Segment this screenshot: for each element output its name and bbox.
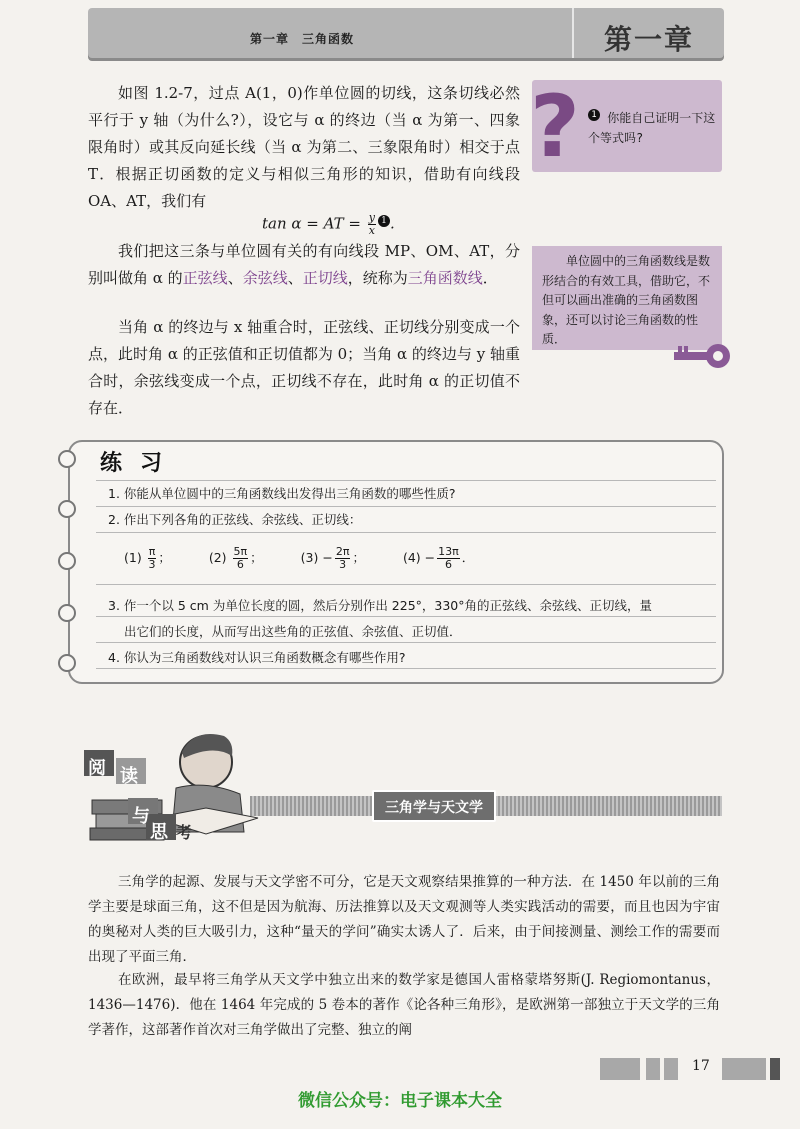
question-marker: 1: [588, 109, 600, 121]
reading-paragraph-2: 在欧洲，最早将三角学从天文学中独立出来的数学家是德国人雷格蒙塔努斯(J. Regiomontanus，1436—1476)．他在 1464 年完成的 5 卷本的著作《论各种三角形》，是欧洲第一部独立于天文学的三角学著作，这部著作首次对三角学做出了完整、独立的阐: [88, 972, 720, 1038]
formula-numerator: y: [368, 211, 375, 224]
watermark-text: 微信公众号：电子课本大全: [298, 1091, 502, 1111]
header-divider: [572, 8, 574, 58]
paragraph-tangent-line: 如图 1.2-7，过点 A(1，0)作单位圆的切线，这条切线必然平行于 y 轴（为什么?），设它与 α 的终边（当 α 为第一、四象限角时）或其反向延长线（当 α 为第二、三象限角时）相交于点 T．根据正切函数的定义与相似三角形的知识，借助有向线段 OA、AT，我们有: [88, 84, 520, 210]
angle-fraction: [437, 546, 460, 571]
angle-item: [124, 546, 171, 571]
exercise-3-line1: 3. 作一个以 5 cm 为单位长度的圆，然后分别作出 225°，330°角的正弦线、余弦线、正切线，量: [108, 598, 653, 613]
angle-item: [209, 546, 263, 571]
badge-char: 阅: [88, 758, 106, 779]
angle-end: ；: [158, 550, 171, 565]
angle-end: ；: [352, 550, 365, 565]
angle-end: ；: [250, 550, 263, 565]
footer-block: [664, 1058, 678, 1080]
angle-item: [301, 546, 365, 571]
ruled-line: [96, 480, 716, 481]
formula-fraction: [368, 212, 376, 237]
ruled-line: [96, 616, 716, 617]
angle-fraction: [148, 546, 157, 571]
term-cosine-line: 余弦线: [242, 269, 288, 287]
angle-numerator: 2π: [335, 545, 350, 558]
footer-block: [600, 1058, 640, 1080]
running-header-title: 第一章 三角函数: [250, 32, 355, 46]
angle-numerator: 5π: [233, 545, 248, 558]
angle-denominator: 3: [339, 558, 347, 571]
reading-title: 三角学与天文学: [385, 800, 483, 816]
key-icon: [672, 340, 732, 376]
footer-block: [770, 1058, 780, 1080]
term-tangent-line: 正切线: [302, 269, 348, 287]
angle-sign: −: [322, 550, 333, 565]
question-content: 你能自己证明一下这个等式吗?: [588, 111, 716, 145]
angle-denominator: 6: [236, 558, 244, 571]
para2-end: ．: [482, 269, 498, 287]
badge-char: 读: [120, 766, 138, 787]
angle-fraction: [233, 546, 249, 571]
angle-label: (1): [124, 550, 142, 565]
reading-paragraph-1: 三角学的起源、发展与天文学密不可分，它是天文观察结果推算的一种方法．在 1450 年以前的三角学主要是球面三角，这不但是因为航海、历法推算以及天文观测等人类实践活动的需要，而且也因为宇宙的奥秘对人类的巨大吸引力，这种“量天的学问”确实太诱人了．后来，由于间接测量、测绘工作的需要而出现了平面三角．: [88, 874, 720, 965]
footer-block: [722, 1058, 766, 1080]
term-trig-function-lines: 三角函数线: [407, 269, 483, 287]
tangent-formula: tan α = AT = $\frac{y}{x}$ 1 .: [262, 211, 395, 237]
angle-label: (3): [300, 550, 319, 565]
side-question-text: [588, 108, 716, 148]
badge-char: 与: [132, 806, 150, 827]
separator: 、: [287, 269, 303, 287]
badge-char: 思: [150, 822, 168, 843]
angle-label: (2): [208, 550, 227, 565]
formula-lhs: tan α = AT =: [262, 214, 366, 233]
exercise-2: 2. 作出下列各角的正弦线、余弦线、正切线：: [108, 512, 362, 527]
angle-numerator: 13π: [438, 545, 459, 558]
angle-fraction: [335, 546, 351, 571]
binder-ring-icon: [58, 450, 76, 468]
binder-ring-icon: [58, 552, 76, 570]
term-sine-line: 正弦线: [182, 269, 228, 287]
exercise-2-angles: [124, 546, 508, 571]
binder-ring-icon: [58, 604, 76, 622]
angle-numerator: π: [148, 545, 156, 558]
ruled-line: [96, 506, 716, 507]
para2-prefix: 我们把这三条与单位圆有关的有向线段 MP、OM、AT，分别叫做角 α 的: [88, 242, 520, 287]
binder-ring-icon: [58, 500, 76, 518]
exercise-4: 4. 你认为三角函数线对认识三角函数概念有哪些作用?: [108, 650, 406, 665]
question-mark-icon: ?: [530, 77, 580, 177]
para2-middle: ，统称为: [347, 269, 408, 287]
angle-item: [403, 546, 474, 571]
exercise-1: 1. 你能从单位圆中的三角函数线出发得出三角函数的哪些性质?: [108, 486, 456, 501]
angle-denominator: 6: [444, 558, 452, 571]
ruled-line: [96, 584, 716, 585]
angle-label: (4): [402, 550, 421, 565]
page-number: 17: [692, 1058, 710, 1074]
binder-ring-icon: [58, 654, 76, 672]
chapter-label: 第一章: [604, 23, 695, 56]
ruled-line: [96, 532, 716, 533]
angle-denominator: 3: [148, 558, 156, 571]
paragraph-trig-lines-definition: [88, 238, 520, 292]
formula-denominator: x: [368, 224, 375, 237]
separator: 、: [227, 269, 243, 287]
angle-end: ．: [461, 550, 475, 565]
paragraph-axis-cases: 当角 α 的终边与 x 轴重合时，正弦线、正切线分别变成一个点，此时角 α 的正弦值和正切值都为 0；当角 α 的终边与 y 轴重合时，余弦线变成一个点，正切线不存在，此时角 α 的正切值不存在．: [88, 318, 520, 417]
exercise-3-line2: 出它们的长度，从而写出这些角的正弦值、余弦值、正切值．: [124, 624, 462, 639]
footer-block: [646, 1058, 660, 1080]
practice-title: 练习: [100, 451, 181, 476]
angle-sign: −: [424, 550, 436, 565]
side-note-text: 单位圆中的三角函数线是数形结合的有效工具，借助它，不但可以画出准确的三角函数图象，还可以讨论三角函数的性质．: [542, 254, 711, 346]
ruled-line: [96, 668, 716, 669]
badge-char: 考: [176, 823, 193, 842]
ruled-line: [96, 642, 716, 643]
footnote-marker-1: 1: [378, 215, 390, 227]
